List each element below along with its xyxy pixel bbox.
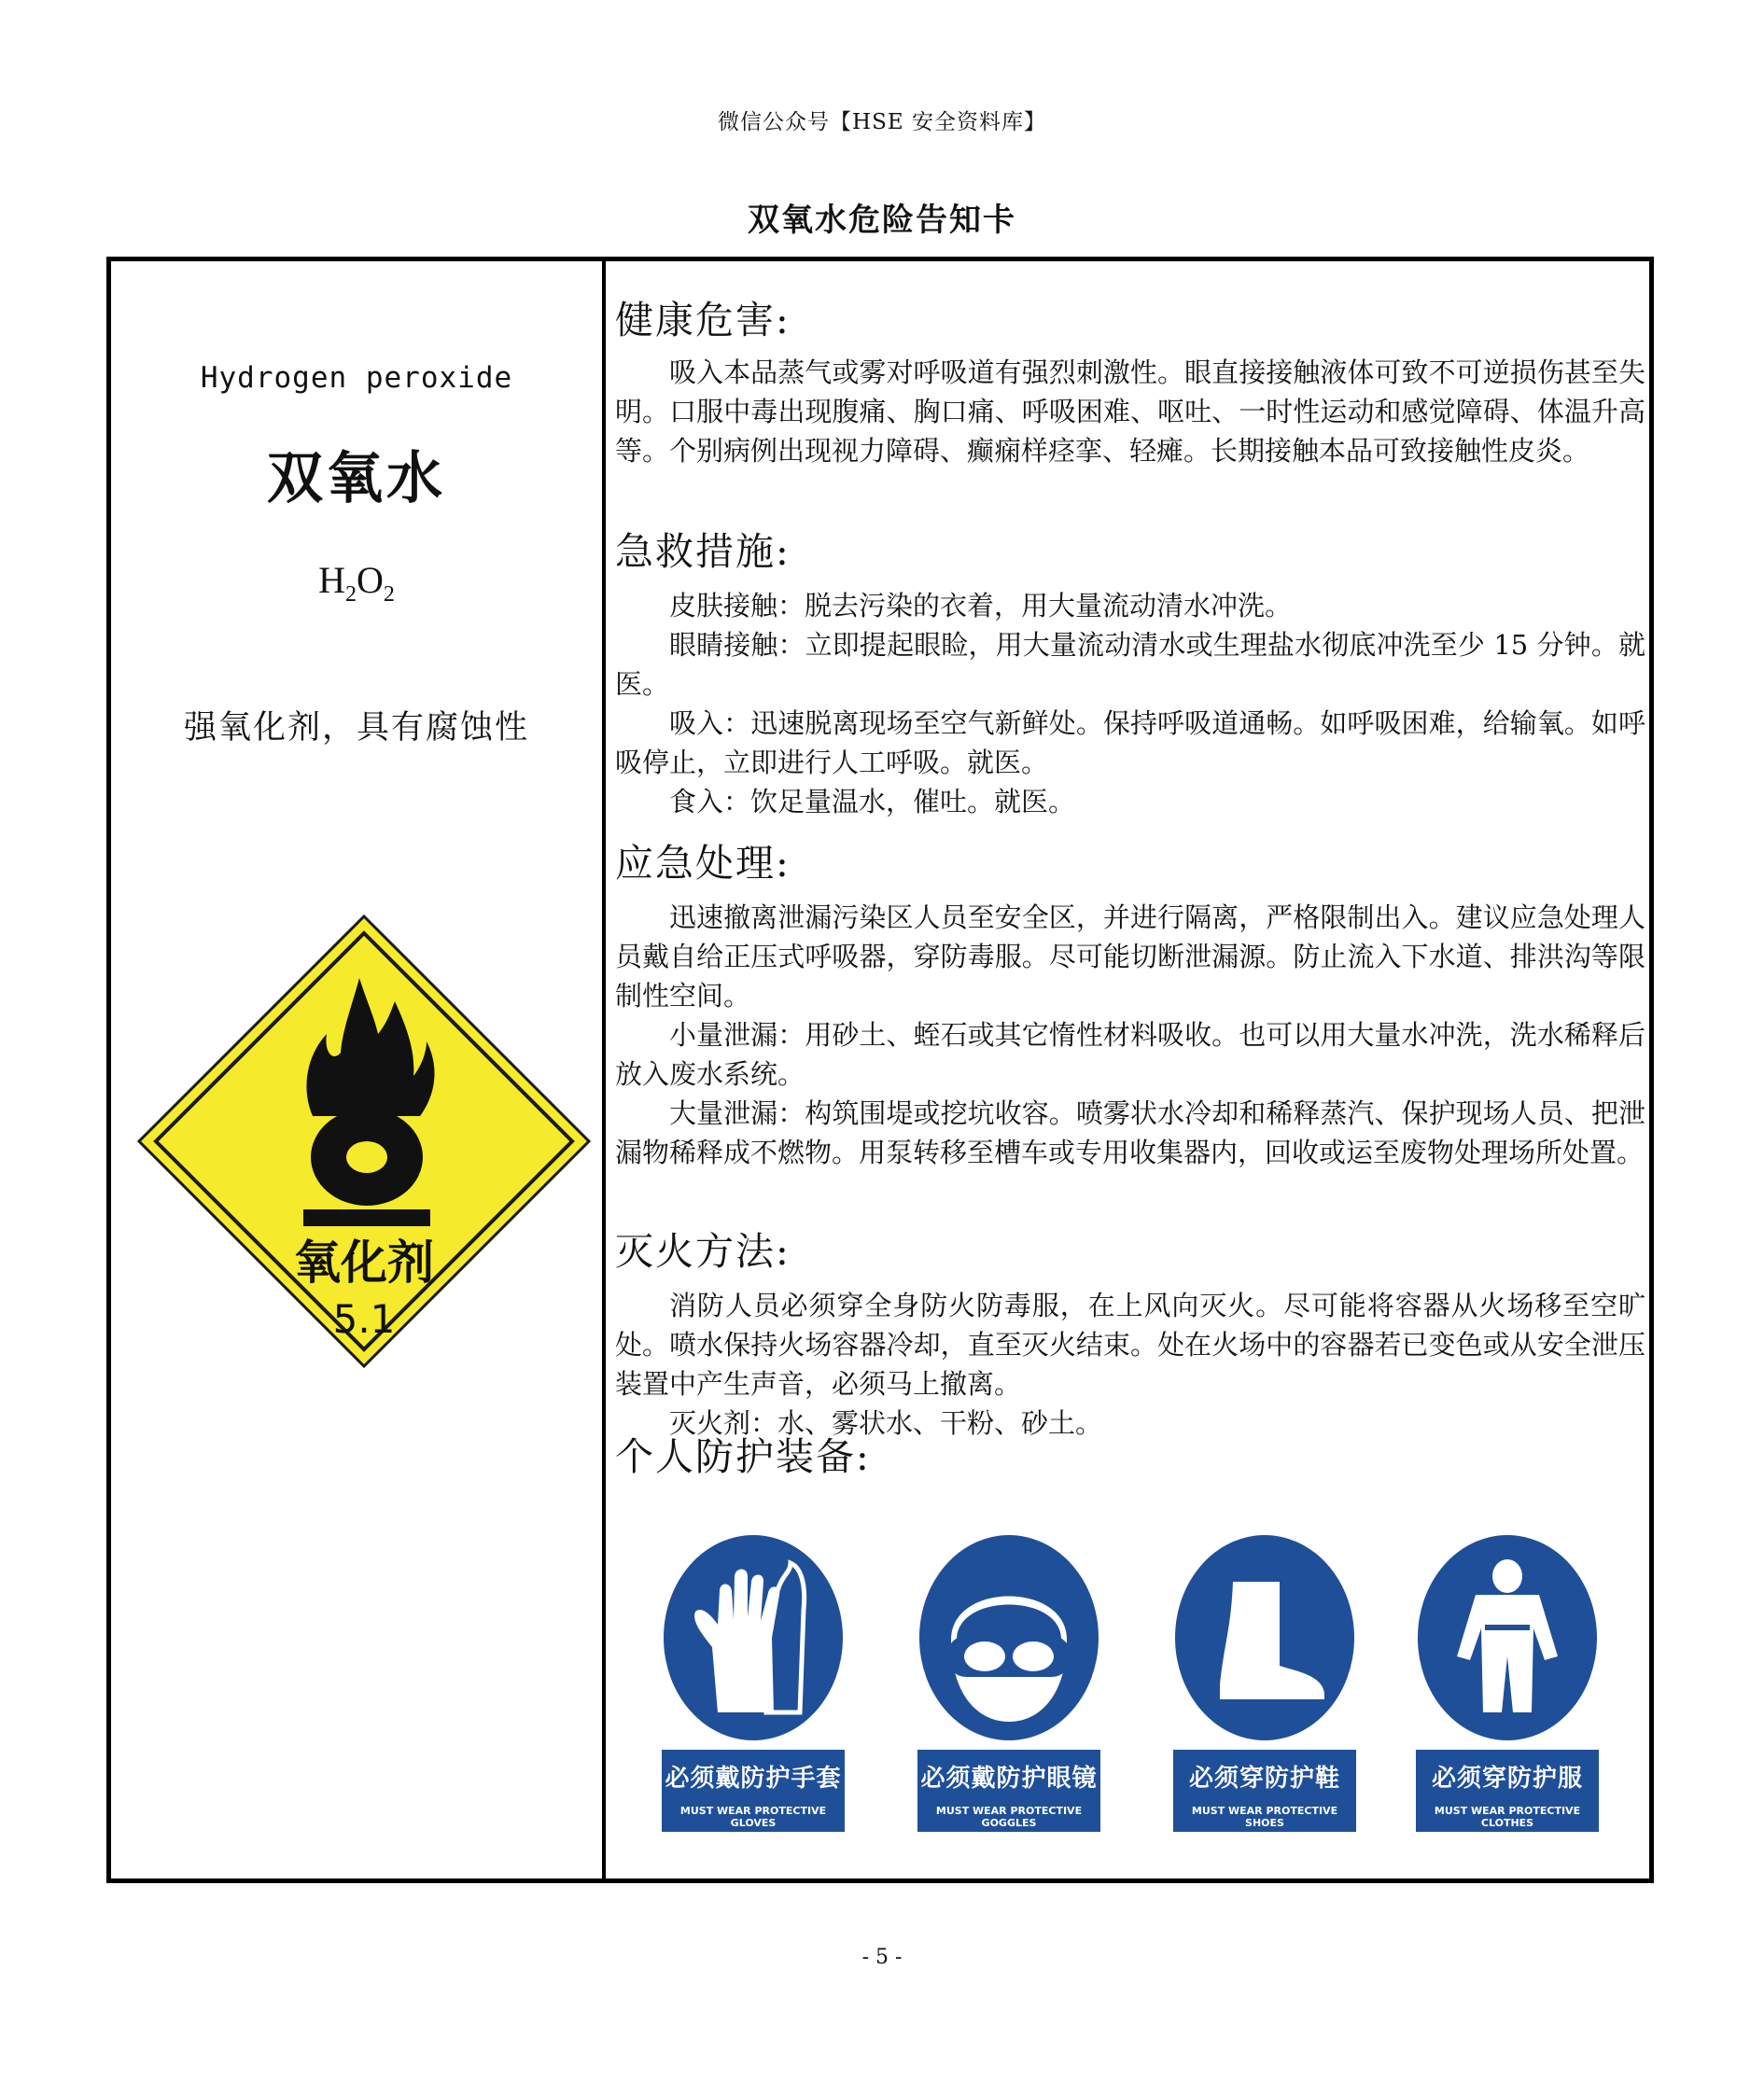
health-hazard-heading: 健康危害: [615,298,791,342]
column-divider [602,261,606,1879]
goggles-icon [919,1535,1099,1740]
ppe-signs [615,1535,1651,1843]
oxidizer-diamond-icon [135,913,593,1370]
firefighting-text [615,1286,1645,1443]
ppe-clothes-label [1416,1750,1599,1832]
ppe-goggles-label [917,1750,1100,1832]
chinese-name: 双氧水 [267,446,446,511]
ppe-shoes-en: MUST WEAR PROTECTIVE SHOES [1191,1805,1338,1829]
ppe-clothes-sign [1416,1535,1599,1843]
ppe-shoes-circle [1175,1535,1354,1740]
hazard-card [106,257,1654,1883]
ppe-shoes-label [1173,1750,1356,1832]
emergency-general: 迅速撤离泄漏污染区人员至安全区，并进行隔离，严格限制出入。建议应急处理人员戴自给正压式呼吸器，穿防毒服。尽可能切断泄漏源。防止流入下水道、排洪沟等限制性空间。 [615,901,1645,1012]
english-name: Hydrogen peroxide [200,361,513,395]
firefighting-heading: 灭火方法: [615,1229,791,1274]
boot-icon [1175,1535,1354,1740]
ppe-goggles-en: MUST WEAR PROTECTIVE GOGGLES [935,1805,1083,1829]
ppe-clothes-cn: 必须穿防护服 [1431,1765,1583,1793]
first-aid-text [615,586,1645,821]
formula-sub-a: 2 [345,582,357,607]
ppe-goggles-cn: 必须戴防护眼镜 [920,1765,1098,1793]
ppe-shoes-cn: 必须穿防护鞋 [1188,1765,1340,1793]
ppe-heading: 个人防护装备: [615,1434,871,1479]
emergency-response-heading: 应急处理: [615,841,791,886]
page-number: - 5 - [861,1946,903,1969]
ppe-goggles-circle [919,1535,1099,1740]
hazard-property: 强氧化剂，具有腐蚀性 [183,709,529,747]
hazard-class-number: 5.1 [332,1296,396,1342]
emergency-response-text [615,898,1645,1172]
oxidizer-hazard-sign [135,913,593,1370]
ppe-gloves-circle [664,1535,843,1740]
gloves-icon [664,1535,843,1740]
ppe-gloves-cn: 必须戴防护手套 [665,1765,842,1793]
formula-o: O [357,559,384,601]
ppe-gloves-sign [662,1535,845,1843]
page-header: 微信公众号【HSE 安全资料库】 [718,110,1046,134]
first-aid-eyes: 眼睛接触：立即提起眼睑，用大量流动清水或生理盐水彻底冲洗至少 15 分钟。就医。 [615,629,1645,700]
chemical-formula [111,558,602,608]
ppe-gloves-en: MUST WEAR PROTECTIVE GLOVES [679,1805,827,1829]
first-aid-inhalation: 吸入：迅速脱离现场至空气新鲜处。保持呼吸道通畅。如呼吸困难，给输氧。如呼吸停止，立即进行人工呼吸。就医。 [615,707,1645,778]
formula-sub-b: 2 [383,582,395,607]
health-hazard-text [615,353,1645,470]
formula-h: H [318,559,345,601]
coverall-icon [1418,1535,1597,1740]
health-hazard-paragraph: 吸入本品蒸气或雾对呼吸道有强烈刺激性。眼直接接触液体可致不可逆损伤甚至失明。口服中毒出现腹痛、胸口痛、呼吸困难、呕吐、一时性运动和感觉障碍、体温升高等。个别病例出现视力障碍、癫痫样痉挛、轻瘫。长期接触本品可致接触性皮炎。 [615,356,1645,467]
ppe-gloves-label [662,1750,845,1832]
page-title: 双氧水危险告知卡 [748,202,1016,239]
emergency-small-spill: 小量泄漏：用砂土、蛭石或其它惰性材料吸收。也可以用大量水冲洗，洗水稀释后放入废水系统。 [615,1019,1645,1090]
hazard-sign-label: 氧化剂 [294,1236,434,1290]
first-aid-heading: 急救措施: [615,529,791,574]
firefighting-method: 消防人员必须穿全身防火防毒服，在上风向灭火。尽可能将容器从火场移至空旷处。喷水保持火场容器冷却，直至灭火结束。处在火场中的容器若已变色或从安全泄压装置中产生声音，必须马上撤离。 [615,1290,1645,1400]
first-aid-skin: 皮肤接触：脱去污染的衣着，用大量流动清水冲洗。 [669,590,1293,622]
ppe-goggles-sign [917,1535,1100,1843]
emergency-large-spill: 大量泄漏：构筑围堤或挖坑收容。喷雾状水冷却和稀释蒸汽、保护现场人员、把泄漏物稀释成不燃物。用泵转移至槽车或专用收集器内，回收或运至废物处理场所处置。 [615,1097,1645,1168]
extinguishing-agents: 灭火剂：水、雾状水、干粉、砂土。 [669,1407,1103,1439]
ppe-clothes-en: MUST WEAR PROTECTIVE CLOTHES [1434,1805,1581,1829]
first-aid-ingestion: 食入：饮足量温水，催吐。就医。 [669,786,1076,817]
ppe-clothes-circle [1418,1535,1597,1740]
chemical-identity-panel [111,261,602,1879]
ppe-shoes-sign [1173,1535,1356,1843]
